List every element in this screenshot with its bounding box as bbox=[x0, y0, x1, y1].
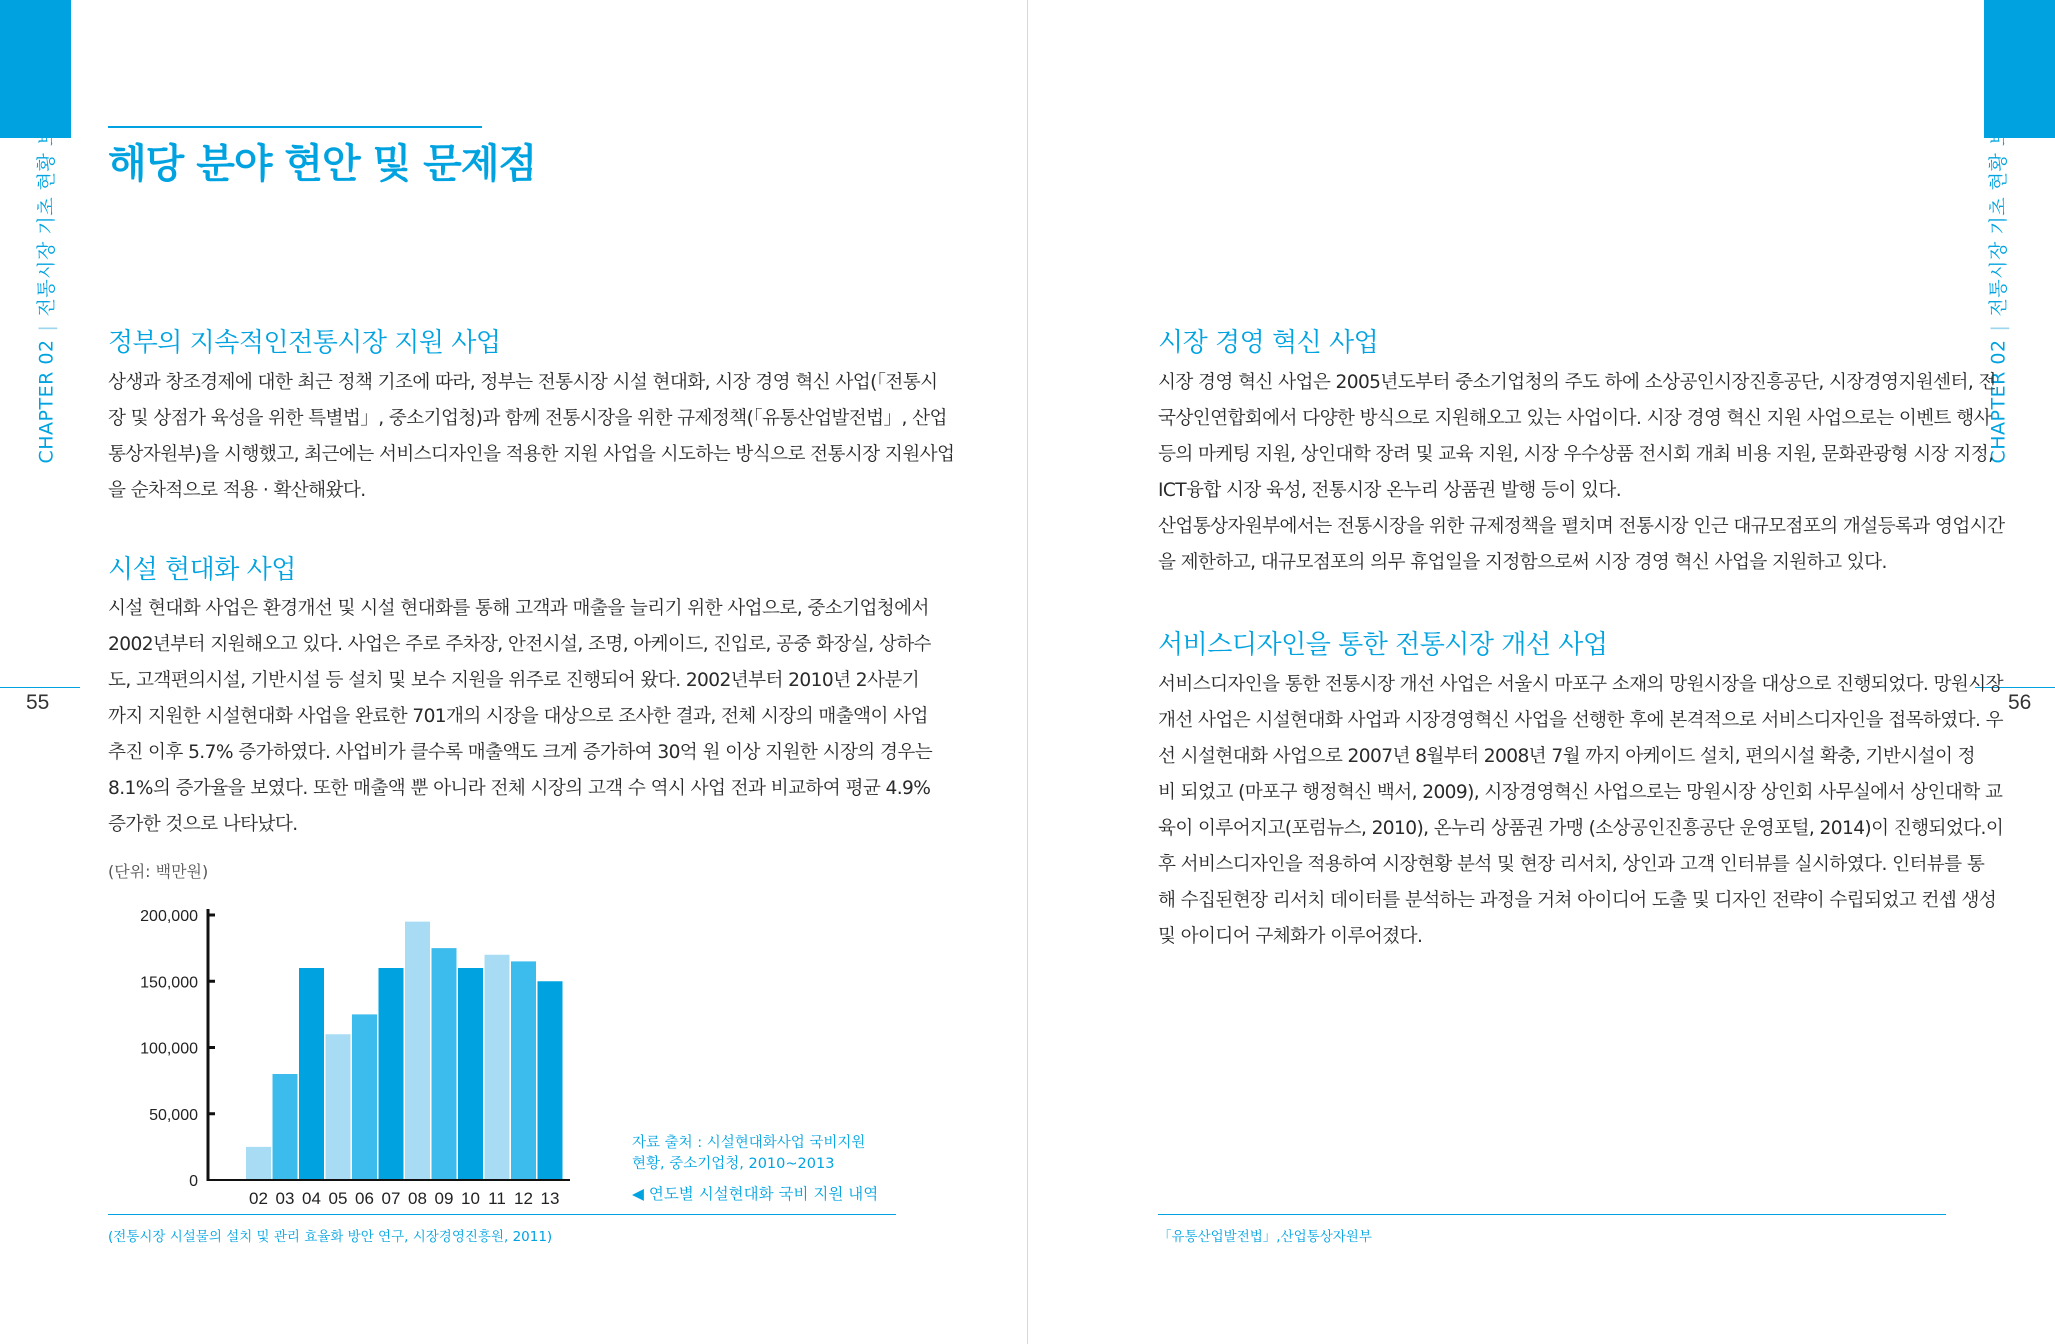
y-tick-label: 100,000 bbox=[140, 1040, 198, 1058]
text-line: 시장 경영 혁신 사업은 2005년도부터 중소기업청의 주도 하에 소상공인시장진흥공단, 시장경영지원센터, 전 bbox=[1158, 372, 1996, 393]
x-tick-label: 10 bbox=[461, 1189, 480, 1208]
bar-09 bbox=[432, 948, 457, 1180]
text-line: 국상인연합회에서 다양한 방식으로 지원해오고 있는 사업이다. 시장 경영 혁신 지원 사업으로는 이벤트 행사 bbox=[1158, 408, 1991, 429]
section-heading-service-design: 서비스디자인을 통한 전통시장 개선 사업 bbox=[1158, 630, 1608, 660]
right-side-label: CHAPTER 02|전통시장 기초 현황 보고서 bbox=[1987, 89, 2010, 464]
chart-source-line-2: 현황, 중소기업청, 2010~2013 bbox=[632, 1156, 835, 1172]
text-line: 등의 마케팅 지원, 상인대학 장려 및 교육 지원, 시장 우수상품 전시회 개최 비용 지원, 문화관광형 시장 지정, bbox=[1158, 444, 1994, 465]
side-chapter-label: CHAPTER 02 bbox=[35, 339, 58, 464]
bar-04 bbox=[299, 968, 324, 1180]
bar-07 bbox=[379, 968, 404, 1180]
chart-source-line-1: 자료 출처 : 시설현대화사업 국비지원 bbox=[632, 1135, 866, 1151]
text-line: 시설 현대화 사업은 환경개선 및 시설 현대화를 통해 고객과 매출을 늘리기 위한 사업으로, 중소기업청에서 bbox=[108, 598, 929, 619]
paragraph-service-design bbox=[1158, 667, 2003, 955]
left-side-label: CHAPTER 02|전통시장 기초 현황 보고서 bbox=[35, 89, 58, 464]
section-heading-government-support: 정부의 지속적인전통시장 지원 사업 bbox=[108, 328, 501, 358]
text-line: 도, 고객편의시설, 기반시설 등 설치 및 보수 지원을 위주로 진행되어 왔다. 2002년부터 2010년 2사분기 bbox=[108, 670, 920, 691]
bar-06 bbox=[352, 1014, 377, 1180]
text-line: 상생과 창조경제에 대한 최근 정책 기조에 따라, 정부는 전통시장 시설 현대화, 시장 경영 혁신 사업(「전통시 bbox=[108, 372, 938, 393]
text-line: 을 제한하고, 대규모점포의 의무 휴업일을 지정함으로써 시장 경영 혁신 사업을 지원하고 있다. bbox=[1158, 552, 1887, 573]
section-heading-facility-modernization: 시설 현대화 사업 bbox=[108, 555, 296, 585]
x-tick-label: 05 bbox=[328, 1189, 348, 1208]
left-footnote: (전통시장 시설물의 설치 및 관리 효율화 방안 연구, 시장경영진흥원, 2011) bbox=[108, 1229, 553, 1245]
right-footnote-rule bbox=[1158, 1214, 1946, 1215]
y-tick-label: 150,000 bbox=[140, 974, 198, 992]
x-tick-label: 02 bbox=[249, 1189, 268, 1208]
text-line: 비 되었고 (마포구 행정혁신 백서, 2009), 시장경영혁신 사업으로는 망원시장 상인회 사무실에서 상인대학 교 bbox=[1158, 782, 2003, 803]
page-spine bbox=[1027, 0, 1028, 1344]
side-title-label: 전통시장 기초 현황 보고서 bbox=[35, 89, 58, 317]
x-tick-label: 04 bbox=[302, 1189, 321, 1208]
text-line: 산업통상자원부에서는 전통시장을 위한 규제정책을 펼치며 전통시장 인근 대규모점포의 개설등록과 영업시간 bbox=[1158, 516, 2005, 537]
y-tick-label: 0 bbox=[189, 1173, 198, 1190]
x-tick-label: 06 bbox=[355, 1189, 374, 1208]
left-page-marker-line bbox=[0, 687, 80, 688]
paragraph-market-management bbox=[1158, 365, 2004, 581]
chart-caption: ◀ 연도별 시설현대화 국비 지원 내역 bbox=[632, 1185, 879, 1203]
bar-10 bbox=[458, 968, 483, 1180]
paragraph-government-support bbox=[108, 365, 954, 509]
bar-chart bbox=[100, 895, 620, 1215]
right-footnote: 「유통산업발전법」,산업통상자원부 bbox=[1158, 1229, 1372, 1245]
left-footnote-rule bbox=[108, 1214, 896, 1215]
text-line: 추진 이후 5.7% 증가하였다. 사업비가 클수록 매출액도 크게 증가하여 30억 원 이상 지원한 시장의 경우는 bbox=[108, 742, 933, 763]
right-page-number: 56 bbox=[2008, 691, 2032, 714]
y-tick-label: 50,000 bbox=[149, 1106, 198, 1124]
left-page-number: 55 bbox=[26, 691, 50, 714]
y-tick-label: 200,000 bbox=[140, 908, 198, 925]
bar-03 bbox=[273, 1074, 298, 1180]
text-line: 을 순차적으로 적용 · 확산해왔다. bbox=[108, 480, 366, 501]
text-line: 까지 지원한 시설현대화 사업을 완료한 701개의 시장을 대상으로 조사한 결과, 전체 시장의 매출액이 사업 bbox=[108, 706, 928, 727]
text-line: 장 및 상점가 육성을 위한 특별법」, 중소기업청)과 함께 전통시장을 위한 규제정책(「유통산업발전법」, 산업 bbox=[108, 408, 947, 429]
bar-11 bbox=[485, 955, 510, 1180]
bar-13 bbox=[538, 981, 563, 1180]
x-tick-label: 03 bbox=[275, 1189, 295, 1208]
text-line: ICT융합 시장 육성, 전통시장 온누리 상품권 발행 등이 있다. bbox=[1158, 480, 1622, 501]
text-line: 육이 이루어지고(포럼뉴스, 2010), 온누리 상품권 가맹 (소상공인진흥공단 운영포털, 2014)이 진행되었다.이 bbox=[1158, 818, 2004, 839]
text-line: 증가한 것으로 나타났다. bbox=[108, 814, 298, 835]
x-tick-label: 08 bbox=[408, 1189, 427, 1208]
bar-08 bbox=[405, 922, 430, 1180]
side-title-label: 전통시장 기초 현황 보고서 bbox=[1987, 89, 2010, 317]
text-line: 2002년부터 지원해오고 있다. 사업은 주로 주차장, 안전시설, 조명, 아케이드, 진입로, 공중 화장실, 상하수 bbox=[108, 634, 931, 655]
text-line: 서비스디자인을 통한 전통시장 개선 사업은 서울시 마포구 소재의 망원시장을 대상으로 진행되었다. 망원시장 bbox=[1158, 674, 2003, 695]
bar-05 bbox=[326, 1034, 351, 1180]
chart-unit-label: (단위: 백만원) bbox=[108, 862, 209, 881]
side-chapter-label: CHAPTER 02 bbox=[1987, 339, 2010, 464]
text-line: 해 수집된현장 리서치 데이터를 분석하는 과정을 거쳐 아이디어 도출 및 디자인 전략이 수립되었고 컨셉 생성 bbox=[1158, 890, 1997, 911]
page-title: 해당 분야 현안 및 문제점 bbox=[108, 141, 537, 187]
x-tick-label: 12 bbox=[514, 1189, 533, 1208]
x-tick-label: 13 bbox=[540, 1189, 560, 1208]
title-rule bbox=[108, 126, 482, 128]
text-line: 8.1%의 증가율을 보였다. 또한 매출액 뿐 아니라 전체 시장의 고객 수 역시 사업 전과 비교하여 평균 4.9% bbox=[108, 778, 931, 799]
text-line: 개선 사업은 시설현대화 사업과 시장경영혁신 사업을 선행한 후에 본격적으로 서비스디자인을 접목하였다. 우 bbox=[1158, 710, 2003, 731]
paragraph-facility-modernization bbox=[108, 591, 932, 843]
bar-12 bbox=[511, 961, 536, 1180]
x-tick-label: 07 bbox=[381, 1189, 401, 1208]
section-heading-market-management: 시장 경영 혁신 사업 bbox=[1158, 328, 1379, 358]
bar-02 bbox=[246, 1147, 271, 1180]
text-line: 통상자원부)을 시행했고, 최근에는 서비스디자인을 적용한 지원 사업을 시도하는 방식으로 전통시장 지원사업 bbox=[108, 444, 955, 465]
x-tick-label: 09 bbox=[434, 1189, 454, 1208]
x-tick-label: 11 bbox=[488, 1189, 506, 1208]
text-line: 후 서비스디자인을 적용하여 시장현황 분석 및 현장 리서치, 상인과 고객 인터뷰를 실시하였다. 인터뷰를 통 bbox=[1158, 854, 1985, 875]
text-line: 선 시설현대화 사업으로 2007년 8월부터 2008년 7월 까지 아케이드 설치, 편의시설 확충, 기반시설이 정 bbox=[1158, 746, 1975, 767]
text-line: 및 아이디어 구체화가 이루어졌다. bbox=[1158, 926, 1423, 947]
